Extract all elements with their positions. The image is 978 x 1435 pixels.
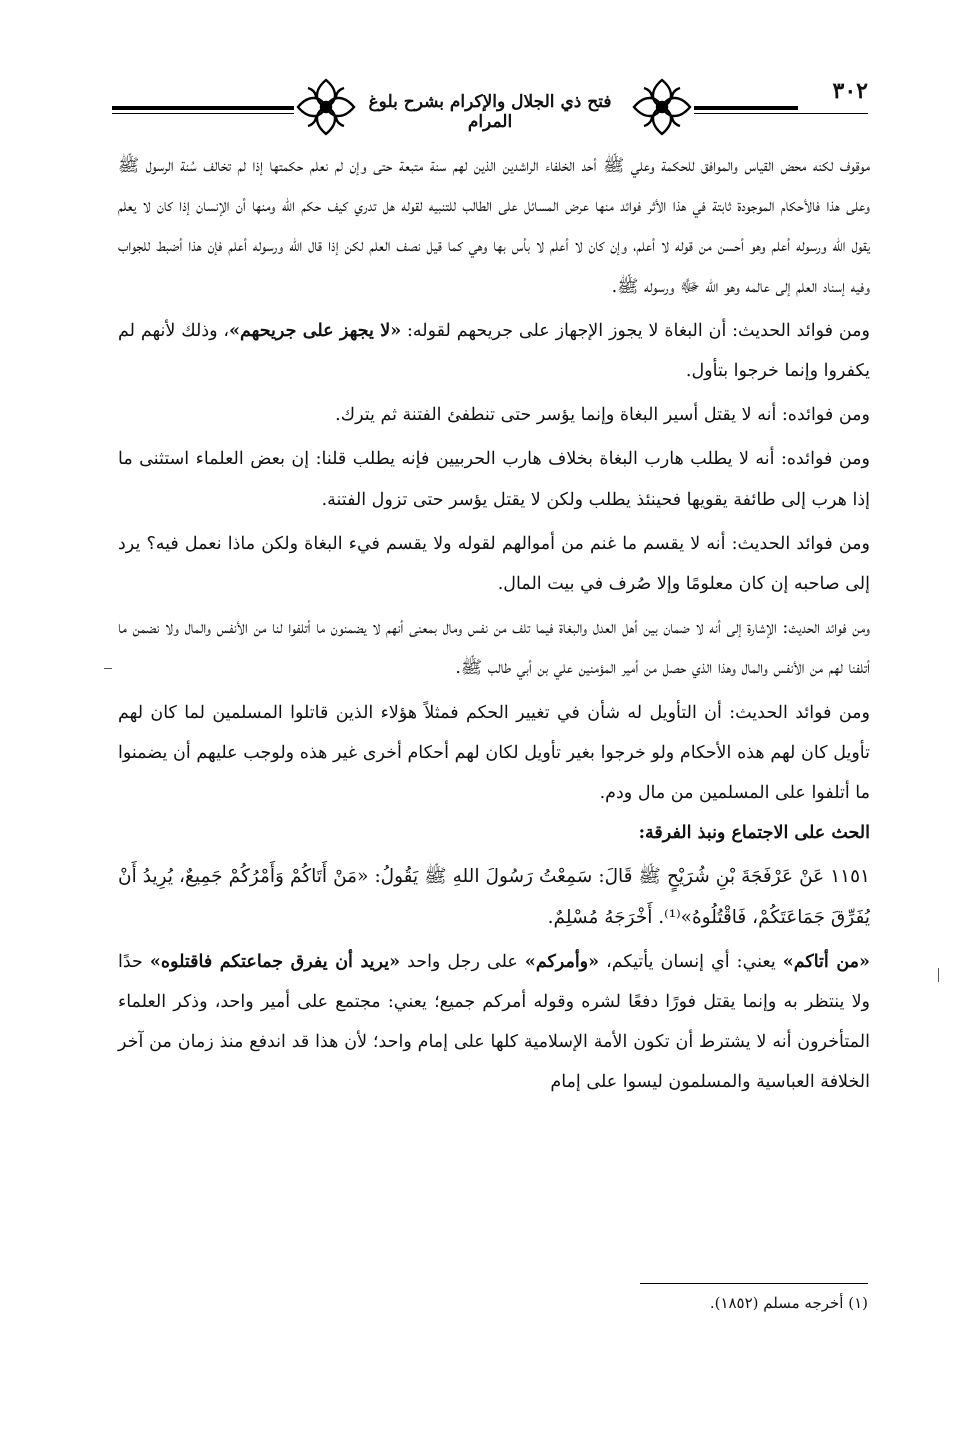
header-rule-left [112,106,294,110]
paragraph-2-tail: ، وذلك لأنهم لم يكفروا وإنما خرجوا بتأول. [118,320,870,382]
commentary [118,942,870,1103]
paragraph-2 [118,311,870,391]
paragraph-3: ومن فوائده: أنه لا يقتل أسير البغاة وإنما يؤسر حتى تنطفئ الفتنة ثم يترك. [335,405,870,426]
ornament-left-icon [294,76,358,138]
page-body [118,146,870,1103]
page-header [112,72,868,138]
paragraph-4: ومن فوائده: أنه لا يطلب هارب البغاة بخلاف هارب الحربيين فإنه يطلب قلنا: إن بعض العلماء استثنى ما إذا هرب إلى طائفة يقويها فحينئذ يطلب ولكن لا يقتل يؤسر حتى تزول الفتنة. [118,449,870,510]
paragraph-6: ومن فوائد الحديث: الإشارة إلى أنه لا ضمان بين أهل العدل والبغاة فيما تلف من نفس ومال بمعنى أنهم لا يضمنون ما أتلفوا لنا من الأنفس والمال ولا نضمن ما أتلفنا لهم من الأنفس والمال وهذا الذي حصل من أمير المؤمنين علي بن أبي طالب ﷺ. [118,618,870,679]
header-rule-right [694,106,798,110]
ornament-right-icon [630,76,694,138]
paragraph-2-lead: ومن فوائد الحديث: أن البغاة لا يجوز الإجهاز على جريحهم لقوله: [401,320,870,341]
hadith-text: ١١٥١ عَنْ عَرْفَجَةَ بْنِ شُرَيْحٍ ﷺ قَالَ: سَمِعْتُ رَسُولَ اللهِ ﷺ يَقُولُ: «مَنْ أَتَاكُمْ وَأَمْرُكُمْ جَمِيعٌ، يُرِيدُ أَنْ يُفَرِّقَ جَمَاعَتَكُمْ، فَاقْتُلُوهُ»⁽¹⁾. أَخْرَجَهُ مُسْلِمٌ. [118,866,870,928]
commentary-text-3: حدًا ولا ينتظر به وإنما يقتل فورًا دفعًا لشره وقوله أمركم جميع؛ يعني: مجتمع على أمير واحد، وذكر العلماء المتأخرون أنه لا يشترط أن تكون الأمة الإسلامية كلها على إمام واحد؛ لأن هذا قد اندفع منذ زمان من آخر الخلافة العباسية والمسلمون ليسوا على إمام [118,951,870,1093]
running-title: فتح ذي الجلال والإكرام بشرح بلوغ المرام [368,92,612,132]
footnote-rule [640,1283,868,1284]
footnote: (١) أخرجه مسلم (١٨٥٢). [709,1294,868,1312]
header-rule-right-thin [694,113,868,114]
margin-mark-1 [104,668,112,669]
paragraph-1: موقوف لكنه محض القياس والموافق للحكمة وعلي ﷺ أحد الخلفاء الراشدين الذين لهم سنة متبعة حتى وإن لم نعلم حكمتها إذا لم تخالف سُنة الرسول ﷺ وعلى هذا فالأحكام الموجودة ثابتة في هذا الأثر فوائد منها عرض المسائل على الطالب للتنبيه لقوله هل تدري كيف حكم الله ومنها أن الإنسان إذا كان لا يعلم يقول الله ورسوله أعلم وهو أحسن من قوله لا أعلم، وإن كان لا أعلم لا بأس بها وهي كما قيل نصف العلم لكن إذا قال الله ورسوله أعلم فإن هذا أضبط للجواب وفيه إسناد العلم إلى عالمه وهو الله ﷻ ورسوله ﷺ. [118,156,870,297]
header-rule-left-thin [112,113,294,114]
commentary-quote-3: «يريد أن يفرق جماعتكم فاقتلوه» [149,951,401,972]
commentary-text-2: على رجل واحد [400,951,525,972]
section-heading: الحث على الاجتماع ونبذ الفرقة: [638,823,870,844]
page-number: ٣٠٢ [832,78,868,104]
paragraph-7: ومن فوائد الحديث: أن التأويل له شأن في تغيير الحكم فمثلاً هؤلاء الذين قاتلوا المسلمين لما كان لهم تأويل كان لهم هذه الأحكام ولو خرجوا بغير تأويل لكان لهم أحكام أخرى غير هذه ولوجب عليهم أن يضمنوا ما أتلفوا على المسلمين من مال ودم. [118,702,870,804]
paragraph-5: ومن فوائد الحديث: أنه لا يقسم ما غنم من أموالهم لقوله ولا يقسم فيء البغاة ولكن ماذا نعمل فيه؟ يرد إلى صاحبه إن كان معلومًا وإلا صُرف في بيت المال. [118,533,870,595]
commentary-text-1: يعني: أي إنسان يأتيكم، [599,951,783,972]
commentary-quote-1: «من أتاكم» [782,951,870,972]
paragraph-2-quote: «لا يجهز على جريحهم» [229,320,402,341]
margin-mark-2 [938,968,939,982]
commentary-quote-2: «وأمركم» [524,951,600,972]
